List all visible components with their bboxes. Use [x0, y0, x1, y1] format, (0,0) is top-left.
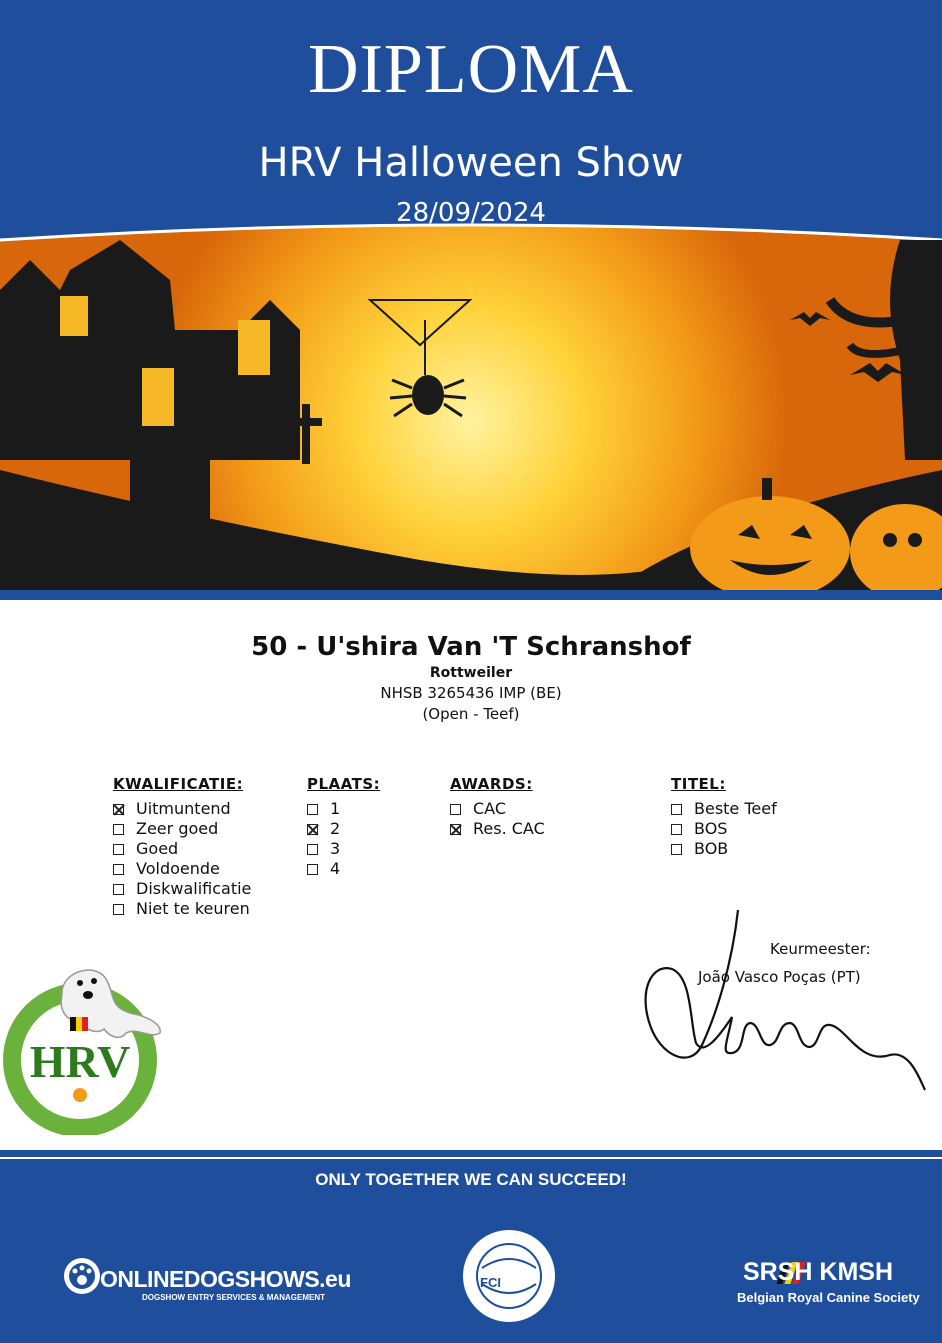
option-label: Voldoende — [136, 859, 220, 878]
titel-heading: TITEL: — [671, 775, 726, 793]
checkbox-icon[interactable] — [113, 844, 124, 855]
checkbox-icon[interactable] — [113, 864, 124, 875]
option-bob[interactable] — [671, 839, 777, 859]
checkbox-icon[interactable] — [113, 884, 124, 895]
awards-column — [450, 775, 545, 839]
hrv-logo-text: HRV — [29, 1036, 131, 1087]
titel-column — [671, 775, 777, 859]
show-name: HRV Halloween Show — [258, 140, 684, 186]
kwalificatie-column — [113, 775, 251, 919]
checkbox-icon[interactable] — [450, 804, 461, 815]
option-goed[interactable] — [113, 839, 251, 859]
diploma-footer — [0, 1150, 942, 1343]
option-label: Beste Teef — [694, 799, 777, 818]
option-cac[interactable] — [450, 799, 545, 819]
checkbox-icon[interactable] — [307, 824, 318, 835]
option-label: CAC — [473, 799, 507, 818]
fci-logo-text: FCI — [480, 1275, 501, 1290]
option-uitmuntend[interactable] — [113, 799, 251, 819]
checkbox-icon[interactable] — [113, 824, 124, 835]
dog-name: 50 - U'shira Van 'T Schranshof — [251, 632, 691, 662]
checkbox-icon[interactable] — [450, 824, 461, 835]
option-label: Zeer goed — [136, 819, 219, 838]
judge-name: João Vasco Poças (PT) — [698, 968, 861, 986]
option-label: Diskwalificatie — [136, 879, 252, 898]
option-label: Uitmuntend — [136, 799, 231, 818]
hrv-ghost-logo — [0, 955, 170, 1135]
checkbox-icon[interactable] — [113, 804, 124, 815]
kwalificatie-heading: KWALIFICATIE: — [113, 775, 244, 793]
judge-label: Keurmeester: — [770, 940, 871, 958]
option-res-cac[interactable] — [450, 819, 545, 839]
option-label: 3 — [330, 839, 341, 858]
onlinedogshows-subtitle: DOGSHOW ENTRY SERVICES & MANAGEMENT — [142, 1293, 325, 1302]
checkbox-icon[interactable] — [671, 804, 682, 815]
srsh-kmsh-logo-text: SRSH KMSH — [743, 1258, 894, 1286]
option-label: Niet te keuren — [136, 899, 250, 918]
option-label: Res. CAC — [473, 819, 545, 838]
onlinedogshows-logo-text: ONLINEDOGSHOWS.eu — [100, 1266, 351, 1292]
option-voldoende[interactable] — [113, 859, 251, 879]
option-bos[interactable] — [671, 819, 777, 839]
srsh-subtitle: Belgian Royal Canine Society — [737, 1290, 920, 1305]
checkbox-icon[interactable] — [307, 864, 318, 875]
diploma-title: DIPLOMA — [308, 31, 634, 108]
judge-signature — [620, 905, 930, 1095]
diploma-header — [0, 0, 942, 600]
awards-heading: AWARDS: — [450, 775, 533, 793]
option-zeer-goed[interactable] — [113, 819, 251, 839]
option-beste-teef[interactable] — [671, 799, 777, 819]
dog-class: (Open - Teef) — [422, 705, 520, 723]
option-label: 1 — [330, 799, 341, 818]
option-plaats-1[interactable] — [307, 799, 380, 819]
option-plaats-3[interactable] — [307, 839, 380, 859]
dog-registration: NHSB 3265436 IMP (BE) — [380, 684, 562, 702]
checkbox-icon[interactable] — [671, 824, 682, 835]
option-label: BOB — [694, 839, 729, 858]
dog-breed: Rottweiler — [429, 665, 513, 681]
plaats-heading: PLAATS: — [307, 775, 381, 793]
option-plaats-4[interactable] — [307, 859, 380, 879]
footer-slogan: ONLY TOGETHER WE CAN SUCCEED! — [315, 1170, 627, 1189]
option-plaats-2[interactable] — [307, 819, 380, 839]
option-niet-te-keuren[interactable] — [113, 899, 251, 919]
plaats-column — [307, 775, 380, 879]
show-date: 28/09/2024 — [396, 198, 546, 228]
option-label: 4 — [330, 859, 341, 878]
option-label: BOS — [694, 819, 728, 838]
option-diskwalificatie[interactable] — [113, 879, 251, 899]
checkbox-icon[interactable] — [307, 804, 318, 815]
checkbox-icon[interactable] — [671, 844, 682, 855]
option-label: 2 — [330, 819, 341, 838]
checkbox-icon[interactable] — [113, 904, 124, 915]
checkbox-icon[interactable] — [307, 844, 318, 855]
option-label: Goed — [136, 839, 179, 858]
